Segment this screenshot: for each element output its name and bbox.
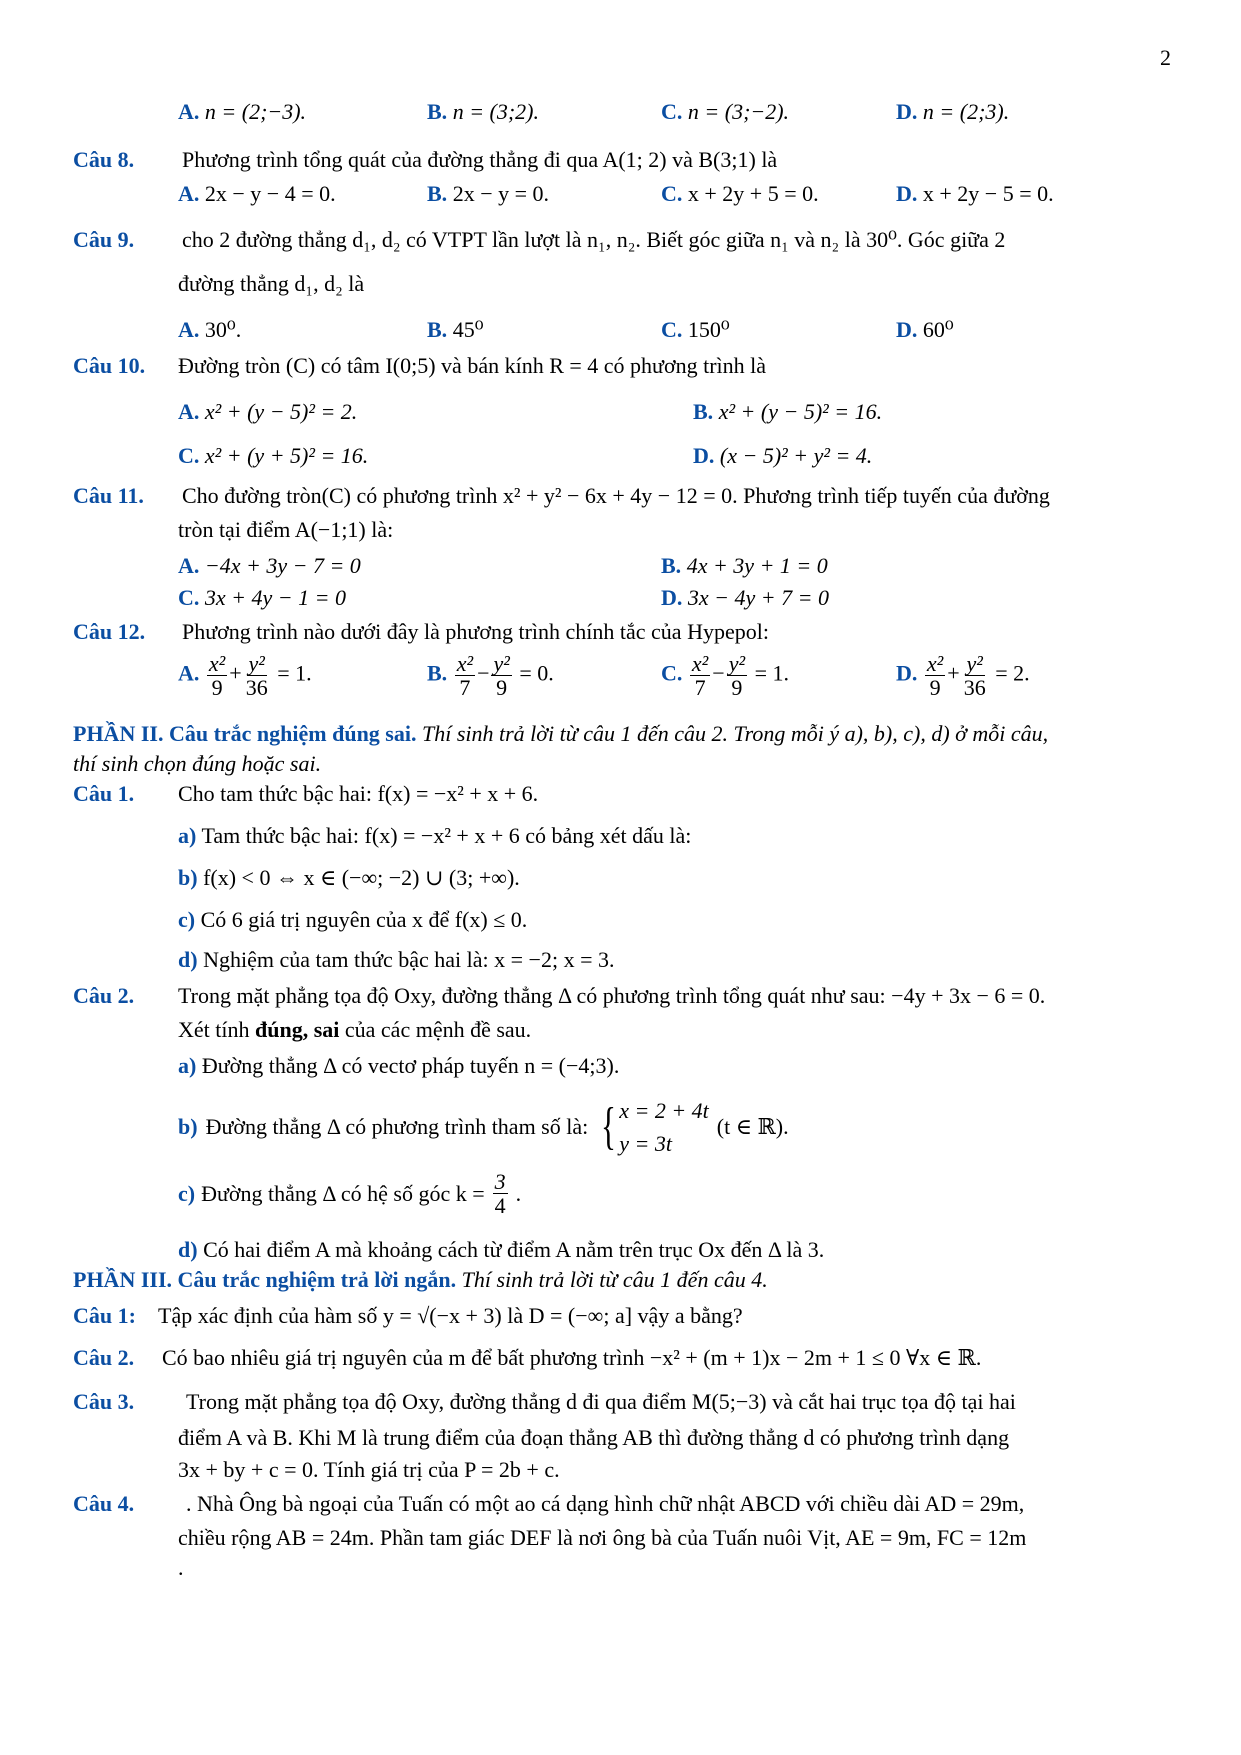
q12-option-d[interactable]: D. $\frac{\text{x²}}{9}$ + $\frac{\text{y²}}{36}$ = 2. — [896, 651, 1030, 701]
q8-option-c[interactable]: C. x + 2y + 5 = 0. — [661, 181, 819, 206]
q8-option-b[interactable]: B. 2x − y = 0. — [427, 181, 550, 206]
parametric-system: { x = 2 + 4t y = 3t — [601, 1098, 709, 1156]
page-number: 2 — [1160, 45, 1171, 70]
question-number: Câu 8. — [73, 147, 135, 172]
q10-option-b[interactable]: B. x² + (y − 5)² = 16. — [693, 399, 883, 424]
q9-option-a[interactable]: A. 30⁰. — [178, 317, 242, 342]
question-text-cont: đường thẳng d₁, d₂ là — [178, 271, 365, 296]
q11-option-b[interactable]: B. 4x + 3y + 1 = 0 — [661, 553, 828, 578]
question-number: Câu 4. — [73, 1491, 135, 1516]
q9-option-d[interactable]: D. 60⁰ — [896, 317, 954, 342]
question-number: Câu 3. — [73, 1389, 135, 1414]
question-text: Trong mặt phẳng tọa độ Oxy, đường thẳng Δ có phương trình tổng quát như sau: −4y + 3x − 6 = 0. — [178, 983, 1046, 1008]
part-3-title: PHẦN III. Câu trắc nghiệm trả lời ngắn. Thí sinh trả lời từ câu 1 đến câu 4. — [73, 1267, 768, 1292]
question-text: Cho đường tròn(C) có phương trình x² + y² − 6x + 4y − 12 = 0. Phương trình tiếp tuyến của đường — [182, 483, 1050, 508]
question-text-cont: tròn tại điểm A(−1;1) là: — [178, 517, 394, 542]
q12-option-b[interactable]: B. $\frac{\text{x²}}{7}$ − $\frac{\text{y²}}{9}$ = 0. — [427, 651, 554, 701]
q10-option-a[interactable]: A. x² + (y − 5)² = 2. — [178, 399, 358, 424]
q8-option-d[interactable]: D. x + 2y − 5 = 0. — [896, 181, 1054, 206]
question-text: . Nhà Ông bà ngoại của Tuấn có một ao cá dạng hình chữ nhật ABCD với chiều dài AD = 29m, — [186, 1491, 1025, 1516]
question-number: Câu 1: — [73, 1303, 136, 1328]
question-text: Đường tròn (C) có tâm I(0;5) và bán kính R = 4 có phương trình là — [178, 353, 767, 378]
q7-option-a[interactable]: A. n = (2;−3). — [178, 99, 307, 124]
q10-option-c[interactable]: C. x² + (y + 5)² = 16. — [178, 443, 369, 468]
question-text: Có bao nhiêu giá trị nguyên của m để bất phương trình −x² + (m + 1)x − 2m + 1 ≤ 0 ∀x ∈ ℝ. — [162, 1345, 982, 1370]
question-text: Phương trình nào dưới đây là phương trình chính tắc của Hypepol: — [182, 619, 769, 644]
question-text: Trong mặt phẳng tọa độ Oxy, đường thẳng d đi qua điểm M(5;−3) và cắt hai trục tọa độ tại hai — [186, 1389, 1016, 1414]
question-text: Cho tam thức bậc hai: f(x) = −x² + x + 6. — [178, 781, 539, 806]
question-text: cho 2 đường thẳng d₁, d₂ có VTPT lần lượt là n₁, n₂. Biết góc giữa n₁ và n₂ là 30⁰. Góc giữa 2 — [182, 227, 1006, 252]
q9-option-b[interactable]: B. 45⁰ — [427, 317, 484, 342]
q12-option-a[interactable]: A. $\frac{\text{x²}}{9}$ + $\frac{\text{y²}}{36}$ = 1. — [178, 651, 312, 701]
question-number: Câu 11. — [73, 483, 144, 508]
q8-option-a[interactable]: A. 2x − y − 4 = 0. — [178, 181, 336, 206]
q9-option-c[interactable]: C. 150⁰ — [661, 317, 730, 342]
question-number: Câu 2. — [73, 1345, 135, 1370]
q7-option-c[interactable]: C. n = (3;−2). — [661, 99, 790, 124]
q10-option-d[interactable]: D. (x − 5)² + y² = 4. — [693, 443, 873, 468]
slope-fraction: $\frac{3}{4}$ — [494, 1169, 506, 1219]
q11-option-c[interactable]: C. 3x + 4y − 1 = 0 — [178, 585, 346, 610]
q11-option-d[interactable]: D. 3x − 4y + 7 = 0 — [661, 585, 829, 610]
part-2-title: PHẦN II. Câu trắc nghiệm đúng sai. Thí sinh trả lời từ câu 1 đến câu 2. Trong mỗi ý a), b), c), d) ở mỗi câu, — [73, 721, 1049, 746]
q7-option-b[interactable]: B. n = (3;2). — [427, 99, 540, 124]
question-number: Câu 9. — [73, 227, 135, 252]
question-text: Phương trình tổng quát của đường thẳng đi qua A(1; 2) và B(3;1) là — [182, 147, 778, 172]
question-text: Tập xác định của hàm số y = √(−x + 3) là D = (−∞; a] vậy a bằng? — [158, 1303, 743, 1328]
q12-option-c[interactable]: C. $\frac{\text{x²}}{7}$ − $\frac{\text{y²}}{9}$ = 1. — [661, 651, 789, 701]
question-number: Câu 2. — [73, 983, 135, 1008]
q11-option-a[interactable]: A. −4x + 3y − 7 = 0 — [178, 553, 361, 578]
q7-option-d[interactable]: D. n = (2;3). — [896, 99, 1010, 124]
brace-icon: { — [601, 1098, 617, 1155]
question-number: Câu 10. — [73, 353, 146, 378]
question-number: Câu 12. — [73, 619, 146, 644]
question-number: Câu 1. — [73, 781, 135, 806]
